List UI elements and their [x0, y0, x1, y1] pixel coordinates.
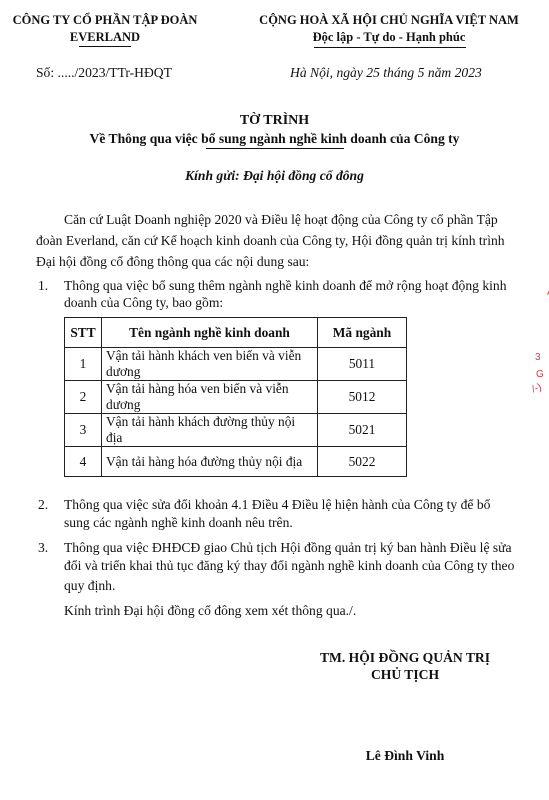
header-code: Mã ngành: [318, 318, 407, 348]
nation-name: CỘNG HOÀ XÃ HỘI CHỦ NGHĨA VIỆT NAM: [259, 13, 519, 27]
company-name-line1: CÔNG TY CỔ PHẦN TẬP ĐOÀN: [12, 13, 198, 27]
item-3-line-2: đổi và triển khai thủ tục đăng ký thay đổi ngành nghề kinh doanh của Công ty theo: [64, 558, 515, 573]
margin-stroke: [539, 285, 549, 295]
table-row: [65, 348, 407, 381]
motto-underline: [314, 47, 466, 48]
item-3-line-3: quy định.: [64, 578, 116, 593]
signatory-name: Lê Đình Vinh: [365, 748, 445, 763]
table-row: [65, 414, 407, 447]
table-row: [65, 447, 407, 477]
row-code: 5022: [318, 447, 407, 477]
company-underline: [79, 46, 131, 47]
row-business-name: Vận tải hành khách ven biển và viễn dương: [102, 348, 318, 381]
document-subject: Về Thông qua việc bổ sung ngành nghề kinh doanh của Công ty: [89, 131, 460, 146]
place-date: Hà Nội, ngày 25 tháng 5 năm 2023: [290, 65, 482, 80]
row-code: 5011: [318, 348, 407, 381]
item-1-line-1: Thông qua việc bổ sung thêm ngành nghề kinh doanh để mở rộng hoạt động kinh: [64, 278, 507, 293]
business-lines-table: [64, 317, 407, 477]
header-business-name: Tên ngành nghề kinh doanh: [102, 318, 318, 348]
row-code: 5012: [318, 381, 407, 414]
signature-title: TM. HỘI ĐỒNG QUẢN TRỊ: [319, 650, 491, 665]
item-2-number: 2.: [38, 497, 49, 512]
margin-mark: 3: [535, 352, 541, 363]
item-3-number: 3.: [38, 540, 49, 555]
closing-line: Kính trình Đại hội đồng cổ đông xem xét thông qua./.: [64, 603, 357, 618]
table-row: [65, 381, 407, 414]
row-business-name: Vận tải hàng hóa ven biển và viễn dương: [102, 381, 318, 414]
item-1-number: 1.: [38, 278, 49, 293]
table-header-row: [65, 318, 407, 348]
row-code: 5021: [318, 414, 407, 447]
header-stt: STT: [65, 318, 102, 348]
subject-underline: [206, 148, 344, 149]
intro-line-2: đoàn Everland, căn cứ Kế hoạch kinh doanh của Công ty, Hội đồng quản trị kính trình: [36, 233, 505, 248]
company-name-line2: EVERLAND: [69, 30, 141, 44]
margin-mark: /-): [530, 381, 544, 396]
document-title: TỜ TRÌNH: [239, 113, 310, 128]
intro-line-1: Căn cứ Luật Doanh nghiệp 2020 và Điều lệ hoạt động của Công ty cổ phần Tập: [64, 212, 498, 227]
item-3-line-1: Thông qua việc ĐHĐCĐ giao Chủ tịch Hội đồng quản trị ký ban hành Điều lệ sửa: [64, 540, 512, 555]
document-number: Số: ...../2023/TTr-HĐQT: [36, 65, 172, 80]
margin-mark: G: [536, 369, 544, 380]
row-business-name: Vận tải hàng hóa đường thủy nội địa: [102, 447, 318, 477]
intro-line-3: Đại hội đồng cổ đông thông qua các nội dung sau:: [36, 254, 310, 269]
item-1-line-2: doanh của Công ty, bao gồm:: [64, 295, 224, 310]
item-2-line-2: sung các ngành nghề kinh doanh nêu trên.: [64, 515, 293, 530]
row-stt: 3: [65, 414, 102, 447]
row-stt: 2: [65, 381, 102, 414]
row-stt: 1: [65, 348, 102, 381]
signature-position: CHỦ TỊCH: [370, 667, 440, 682]
row-stt: 4: [65, 447, 102, 477]
nation-motto: Độc lập - Tự do - Hạnh phúc: [312, 30, 466, 44]
item-2-line-1: Thông qua việc sửa đổi khoản 4.1 Điều 4 Điều lệ hiện hành của Công ty để bổ: [64, 497, 491, 512]
row-business-name: Vận tải hành khách đường thủy nội địa: [102, 414, 318, 447]
recipient: Kính gửi: Đại hội đồng cổ đông: [185, 168, 364, 183]
